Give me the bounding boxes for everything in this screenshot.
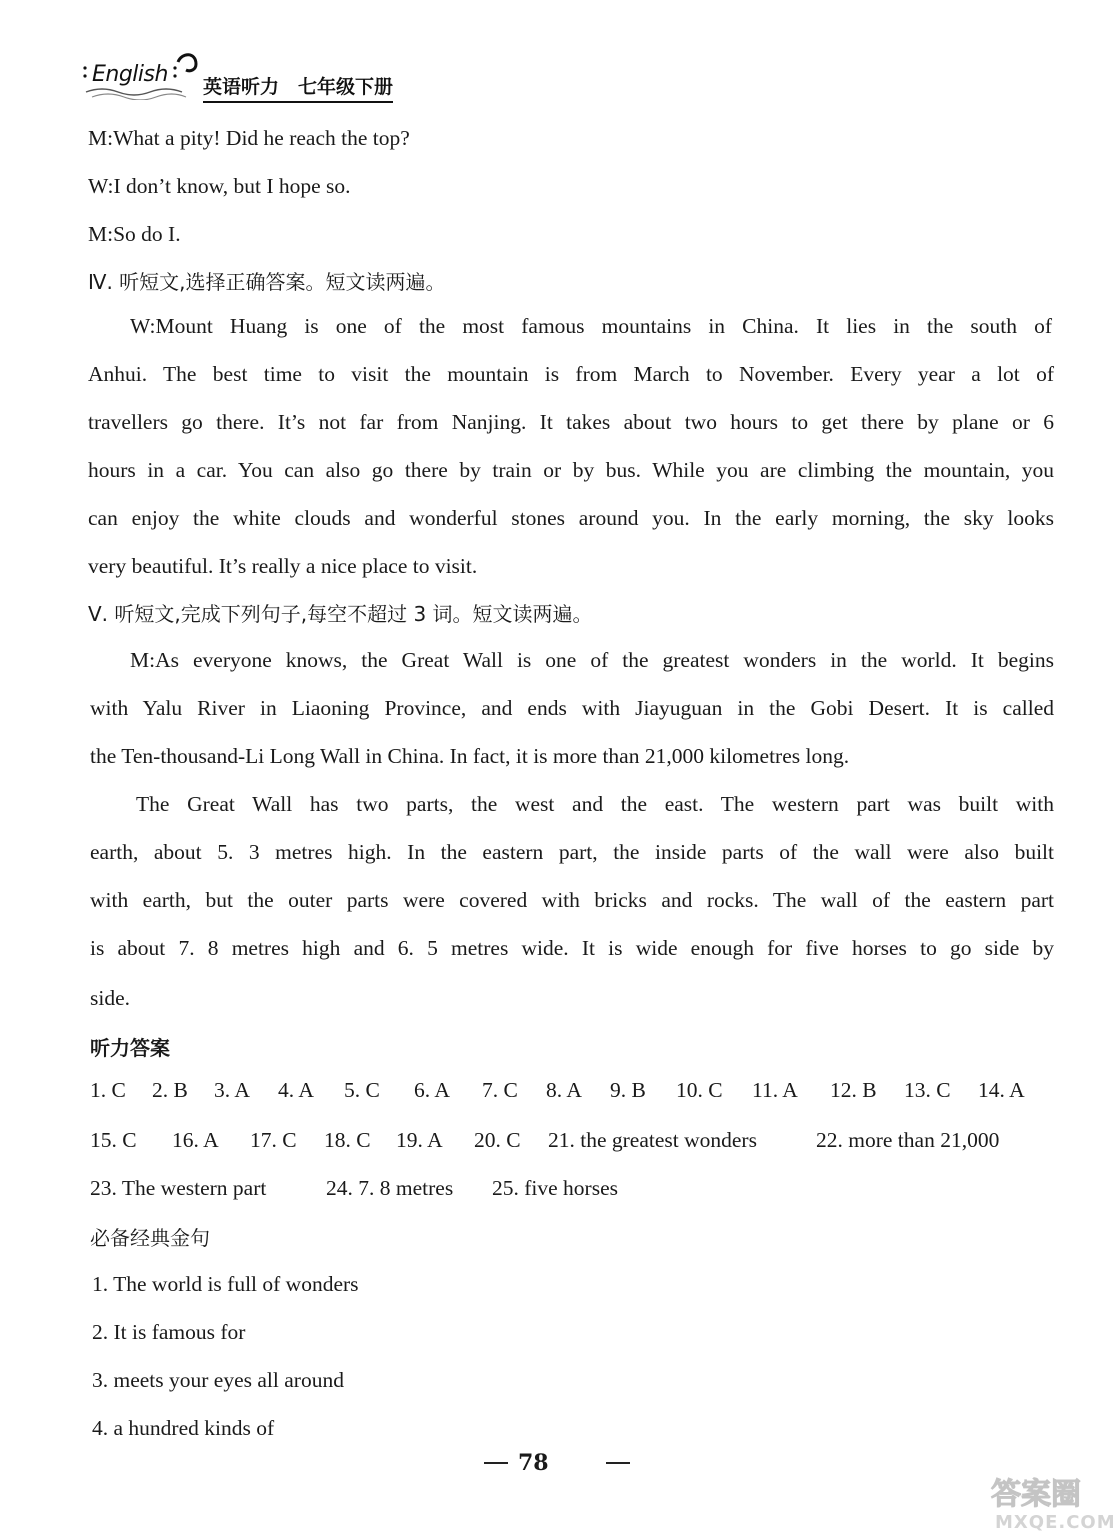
answer-item: 6. A: [414, 1078, 450, 1102]
passage-line: can enjoy the white clouds and wonderful stones around you. In the early morning, the sky looks: [88, 506, 1054, 530]
dialogue-line: M:So do I.: [88, 222, 181, 246]
passage-line: the Ten-thousand-Li Long Wall in China. In fact, it is more than 21,000 kilometres long.: [90, 744, 850, 768]
footer-dash-right: [606, 1462, 630, 1464]
watermark-bottom-text: MXQE.COM: [995, 1512, 1115, 1532]
answer-item: 5. C: [344, 1078, 380, 1102]
passage-line: M:As everyone knows, the Great Wall is one of the greatest wonders in the world. It begins: [130, 648, 1054, 672]
passage-line: with earth, but the outer parts were covered with bricks and rocks. The wall of the eastern part: [90, 888, 1054, 912]
answer-item: 21. the greatest wonders: [548, 1128, 757, 1152]
answer-item: 19. A: [396, 1128, 443, 1152]
watermark-logo: [985, 1470, 1115, 1532]
passage-line: Anhui. The best time to visit the mountain is from March to November. Every year a lot of: [88, 362, 1054, 386]
dialogue-line: M:What a pity! Did he reach the top?: [88, 126, 410, 150]
answer-item: 22. more than 21,000: [816, 1128, 1000, 1152]
answer-item: 1. C: [90, 1078, 126, 1102]
sentences-heading: 必备经典金句: [90, 1226, 210, 1250]
answer-item: 11. A: [752, 1078, 798, 1102]
answer-item: 14. A: [978, 1078, 1025, 1102]
passage-line: side.: [90, 986, 131, 1010]
passage-line: The Great Wall has two parts, the west and the east. The western part was built with: [136, 792, 1054, 816]
answer-item: 2. B: [152, 1078, 188, 1102]
dialogue-line: W:I don’t know, but I hope so.: [88, 174, 351, 198]
passage-line: W:Mount Huang is one of the most famous mountains in China. It lies in the south of: [130, 314, 1052, 338]
sentence-item: 4. a hundred kinds of: [92, 1416, 275, 1440]
sentence-item: 2. It is famous for: [92, 1320, 246, 1344]
answer-item: 9. B: [610, 1078, 646, 1102]
passage-line: very beautiful. It’s really a nice place to visit.: [88, 554, 478, 578]
answer-item: 12. B: [830, 1078, 877, 1102]
watermark-top-text: 答案圈: [991, 1477, 1081, 1512]
passage-line: earth, about 5. 3 metres high. In the eastern part, the inside parts of the wall were also built: [90, 840, 1054, 864]
passage-line: with Yalu River in Liaoning Province, and ends with Jiayuguan in the Gobi Desert. It is called: [90, 696, 1054, 720]
sentence-item: 3. meets your eyes all around: [92, 1368, 344, 1392]
answer-item: 18. C: [324, 1128, 371, 1152]
footer-dash-left: [484, 1462, 508, 1464]
page-number: 78: [518, 1450, 549, 1476]
answers-heading: 听力答案: [90, 1036, 170, 1060]
passage-line: hours in a car. You can also go there by train or by bus. While you are climbing the mountain, you: [88, 458, 1054, 482]
answer-item: 15. C: [90, 1128, 137, 1152]
answer-item: 3. A: [214, 1078, 250, 1102]
logo-text: English: [92, 62, 168, 87]
sentence-item: 1. The world is full of wonders: [92, 1272, 359, 1296]
answer-item: 25. five horses: [492, 1176, 618, 1200]
section-4-heading: Ⅳ. 听短文,选择正确答案。短文读两遍。: [88, 270, 446, 294]
answer-item: 20. C: [474, 1128, 521, 1152]
answer-item: 13. C: [904, 1078, 951, 1102]
answer-item: 17. C: [250, 1128, 297, 1152]
answer-item: 24. 7. 8 metres: [326, 1176, 454, 1200]
answer-item: 16. A: [172, 1128, 219, 1152]
answer-item: 23. The western part: [90, 1176, 267, 1200]
passage-line: travellers go there. It’s not far from Nanjing. It takes about two hours to get there by plane or 6: [88, 410, 1054, 434]
passage-line: is about 7. 8 metres high and 6. 5 metres wide. It is wide enough for five horses to go side by: [90, 936, 1054, 960]
answer-item: 10. C: [676, 1078, 723, 1102]
page-header: [82, 52, 442, 102]
header-title: 英语听力 七年级下册: [203, 72, 393, 103]
section-5-heading: Ⅴ. 听短文,完成下列句子,每空不超过 3 词。短文读两遍。: [88, 602, 593, 626]
answer-item: 4. A: [278, 1078, 314, 1102]
answer-item: 8. A: [546, 1078, 582, 1102]
english-logo: [82, 52, 200, 100]
answer-item: 7. C: [482, 1078, 518, 1102]
